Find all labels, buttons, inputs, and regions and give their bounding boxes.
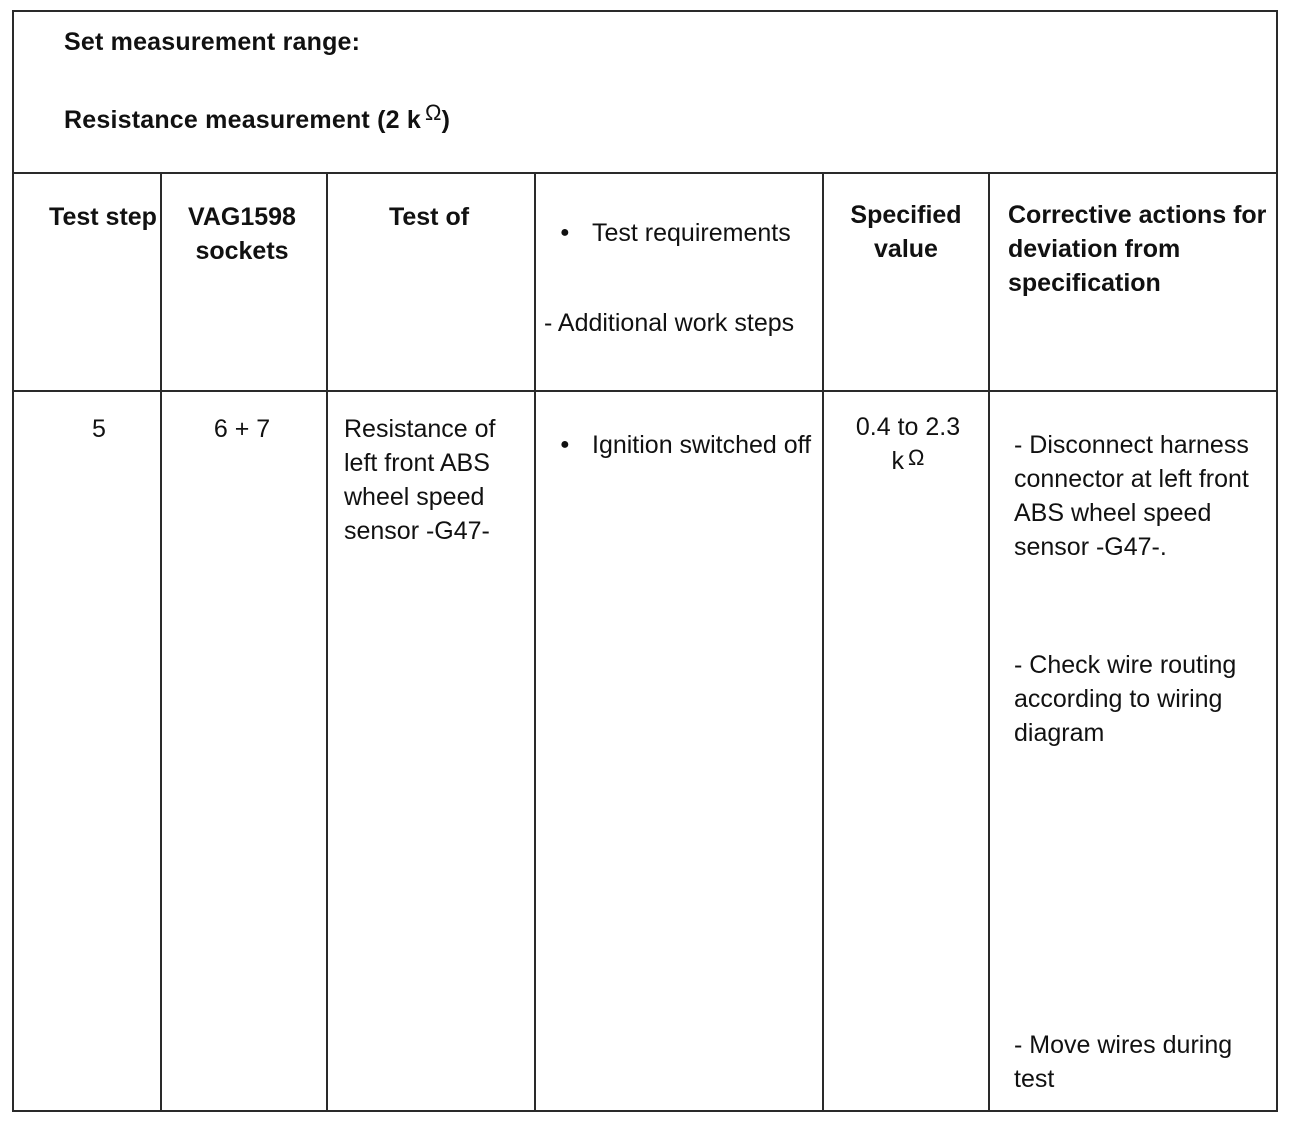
column-header-specified-value: Specified value <box>850 201 962 263</box>
bullet-dot-icon: ● <box>560 436 570 453</box>
column-header-corrective-actions: Corrective actions for deviation from specification <box>1008 201 1267 297</box>
column-divider <box>534 174 536 1110</box>
specified-value-range: 0.4 to 2.3 <box>855 413 961 441</box>
measurement-range-prefix: Resistance measurement (2 k <box>64 106 421 134</box>
column-header-test-step: Test step <box>49 203 157 231</box>
row-test-of: Resistance of left front ABS wheel speed sensor -G47- <box>344 415 496 545</box>
column-divider <box>988 174 990 1110</box>
column-header-sockets: VAG1598 sockets <box>188 203 296 265</box>
corrective-action-item: - Check wire routing according to wiring diagram <box>1014 651 1237 747</box>
corrective-action-item: - Disconnect harness connector at left front ABS wheel speed sensor -G47-. <box>1014 431 1249 561</box>
specified-value-unit-prefix: k <box>891 447 905 475</box>
column-header-test-of: Test of <box>388 203 470 231</box>
column-header-additional-steps: - Additional work steps <box>544 309 795 337</box>
bullet-dot-icon: ● <box>560 224 570 241</box>
test-table <box>12 10 1278 1112</box>
corrective-action-item: - Move wires during test <box>1014 1031 1233 1093</box>
column-divider <box>326 174 328 1110</box>
ohm-symbol: Ω <box>424 100 442 125</box>
row-sockets: 6 + 7 <box>213 415 271 443</box>
header-row-divider <box>14 390 1276 392</box>
measurement-range-suffix: ) <box>441 106 451 134</box>
row-specified-value <box>838 410 978 479</box>
column-divider <box>160 174 162 1110</box>
measurement-range-title: Set measurement range: <box>64 28 361 56</box>
ohm-symbol: Ω <box>908 445 925 470</box>
measurement-range-value <box>64 100 451 135</box>
column-header-test-requirements: Test requirements <box>592 219 791 247</box>
row-test-step: 5 <box>92 415 106 443</box>
row-requirement: Ignition switched off <box>592 431 812 459</box>
column-divider <box>822 174 824 1110</box>
measurement-range-header <box>14 12 1276 174</box>
